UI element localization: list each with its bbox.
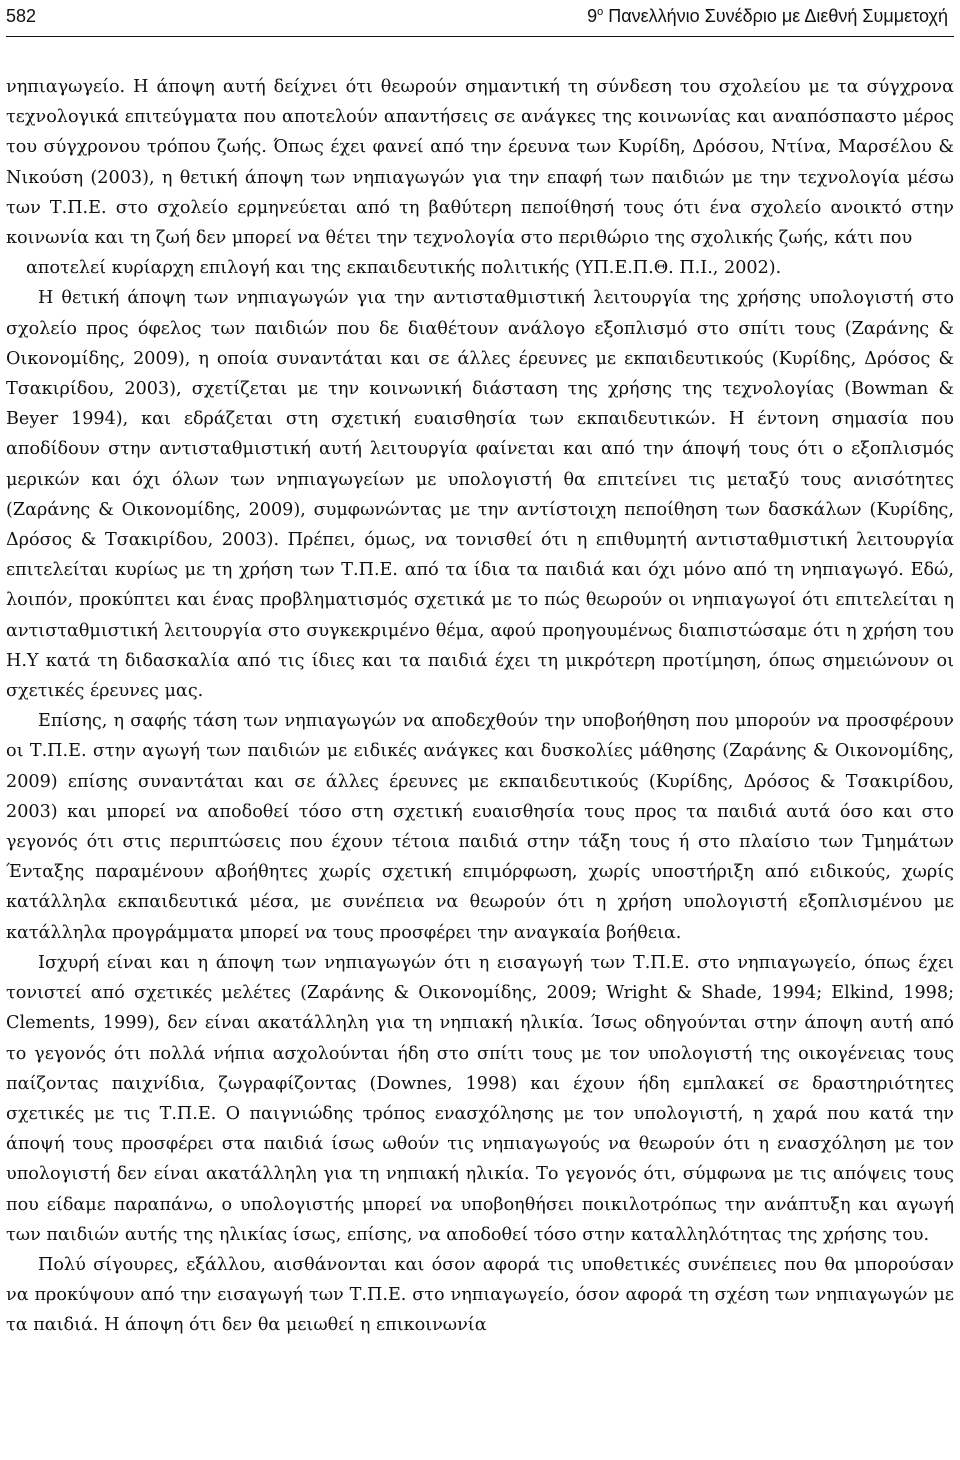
conference-name: Πανελλήνιο Συνέδριο με Διεθνή Συμμετοχή [603,6,948,26]
page-number: 582 [6,6,37,26]
conference-ordinal-suffix: ο [597,6,604,18]
conference-ordinal: 9 [587,6,598,26]
paragraph-2: αποτελεί κυρίαρχη επιλογή και της εκπαιδευτικής πολιτικής (ΥΠ.Ε.Π.Θ. Π.Ι., 2002). [26,258,782,279]
paragraph-5: Ισχυρή είναι και η άποψη των νηπιαγωγών ότι η εισαγωγή των Τ.Π.Ε. στο νηπιαγωγείο, όπως έχει τονιστεί από σχετικές μελέτες (Ζαράνης & Οικονομίδης, 2009; Wright & Shade, 1994; Elkind, 1998; Clements, 1999), δεν είναι ακατάλληλη για τη νηπιακή ηλικία. Ίσως οδηγούνται στην άποψη αυτή από το γεγονός ότι πολλά νήπια ασχολούνται ήδη στο σπίτι τους με τον υπολογιστή της οικογένειας τους παίζοντας παιχνίδια, ζωγραφίζοντας (Downes, 1998) και έχουν ήδη εμπλακεί σε δραστηριότητες σχετικές με τις Τ.Π.Ε. Ο παιγνιώδης τρόπος ενασχόλησης με τον υπολογιστή, η χαρά που κατά την άποψή τους προσφέρει στα παιδιά ίσως ωθούν τις νηπιαγωγούς να θεωρούν ότι η ενασχόληση με τον υπολογιστή δεν είναι ακατάλληλη για τη νηπιακή ηλικία. Το γεγονός ότι, σύμφωνα με τις απόψεις τους που είδαμε παραπάνω, ο υπολογιστής μπορεί να υποβοηθήσει ποικιλοτρόπως την ανάπτυξη και αγωγή των παιδιών αυτής της ηλικίας ίσως, επίσης, να αποδοθεί τόσο στην καταλληλότητας της χρήσης του. [6,952,954,1245]
page-header [6,2,948,36]
paragraph-1: νηπιαγωγείο. Η άποψη αυτή δείχνει ότι θεωρούν σημαντική τη σύνδεση του σχολείου με τα σύγχρονα τεχνολογικά επιτεύγματα που αποτελούν απαντήσεις σε ανάγκες της κοινωνίας και αναπόσπαστο μέρος του σύγχρονου τρόπου ζωής. Όπως έχει φανεί από την έρευνα των Κυρίδη, Δρόσου, Ντίνα, Μαρσέλου & Νικούση (2003), η θετική άποψη των νηπιαγωγών για την επαφή των παιδιών με την τεχνολογία μέσω των Τ.Π.Ε. στο σχολείο ερμηνεύεται από τη βαθύτερη πεποίθησή τους ότι ένα σχολείο ανοικτό στην κοινωνία και τη ζωή δεν μπορεί να θέτει την τεχνολογία στο περιθώριο της σχολικής ζωής, κάτι που [6,77,954,249]
paragraph-6: Πολύ σίγουρες, εξάλλου, αισθάνονται και όσον αφορά τις υποθετικές συνέπειες που θα μπορούσαν να προκύψουν από την εισαγωγή των Τ.Π.Ε. στο νηπιαγωγείο, όσον αφορά τη σχέση των νηπιαγωγών με τα παιδιά. Η άποψη ότι δεν θα μειωθεί η επικοινωνία [6,1254,954,1336]
conference-title [587,6,948,27]
document-body [6,72,954,1341]
header-rule [6,36,954,37]
paragraph-4: Επίσης, η σαφής τάση των νηπιαγωγών να αποδεχθούν την υποβοήθηση που μπορούν να προσφέρουν οι Τ.Π.Ε. στην αγωγή των παιδιών με ειδικές ανάγκες και δυσκολίες μάθησης (Ζαράνης & Οικονομίδης, 2009) επίσης συναντάται και σε άλλες έρευνες με εκπαιδευτικούς (Κυρίδης, Δρόσος & Τσακιρίδου, 2003) και μπορεί να αποδοθεί τόσο στη σχετική ευαισθησία τους προς τα παιδιά αυτά όσο και στο γεγονός ότι στις περιπτώσεις που έχουν τέτοια παιδιά στην τάξη τους ή στο πλαίσιο των Τμημάτων Ένταξης παραμένουν αβοήθητες χωρίς σχετική επιμόρφωση, χωρίς υποστήριξη από ειδικούς, χωρίς κατάλληλα εκπαιδευτικά μέσα, με συνέπεια να θεωρούν ότι η χρήση υπολογιστή εξοπλισμένου με κατάλληλα προγράμματα μπορεί να τους προσφέρει την αναγκαία βοήθεια. [6,711,954,943]
paragraph-3: Η θετική άποψη των νηπιαγωγών για την αντισταθμιστική λειτουργία της χρήσης υπολογιστή στο σχολείο προς όφελος των παιδιών που δε διαθέτουν ανάλογο εξοπλισμό στο σπίτι τους (Ζαράνης & Οικονομίδης, 2009), η οποία συναντάται και σε άλλες έρευνες με εκπαιδευτικούς (Κυρίδης, Δρόσος & Τσακιρίδου, 2003), σχετίζεται με την κοινωνική διάσταση της χρήσης της τεχνολογίας (Bowman & Beyer 1994), και εδράζεται στη σχετική ευαισθησία των εκπαιδευτικών. Η έντονη σημασία που αποδίδουν στην αντισταθμιστική αυτή λειτουργία φαίνεται και από την άποψή τους ότι ο εξοπλισμός μερικών και όχι όλων των νηπιαγωγείων με υπολογιστή θα επιτείνει τις μεταξύ τους ανισότητες (Ζαράνης & Οικονομίδης, 2009), συμφωνώντας με την αντίστοιχη πεποίθηση των δασκάλων (Κυρίδης, Δρόσος & Τσακιρίδου, 2003). Πρέπει, όμως, να τονισθεί ότι η επιθυμητή αντισταθμιστική λειτουργία επιτελείται κυρίως με τη χρήση των Τ.Π.Ε. από τα ίδια τα παιδιά και όχι μόνο από τη νηπιαγωγό. Εδώ, λοιπόν, προκύπτει και ένας προβληματισμός σχετικά με το πώς θεωρούν οι νηπιαγωγοί ότι επιτελείται η αντισταθμιστική λειτουργία στο συγκεκριμένο θέμα, αφού προηγουμένως διαπιστώσαμε ότι η χρήση του Η.Υ κατά τη διδασκαλία από τις ίδιες και τα παιδιά έχει τη μικρότερη προτίμηση, όπως σημειώνουν οι σχετικές έρευνες μας. [6,288,954,702]
